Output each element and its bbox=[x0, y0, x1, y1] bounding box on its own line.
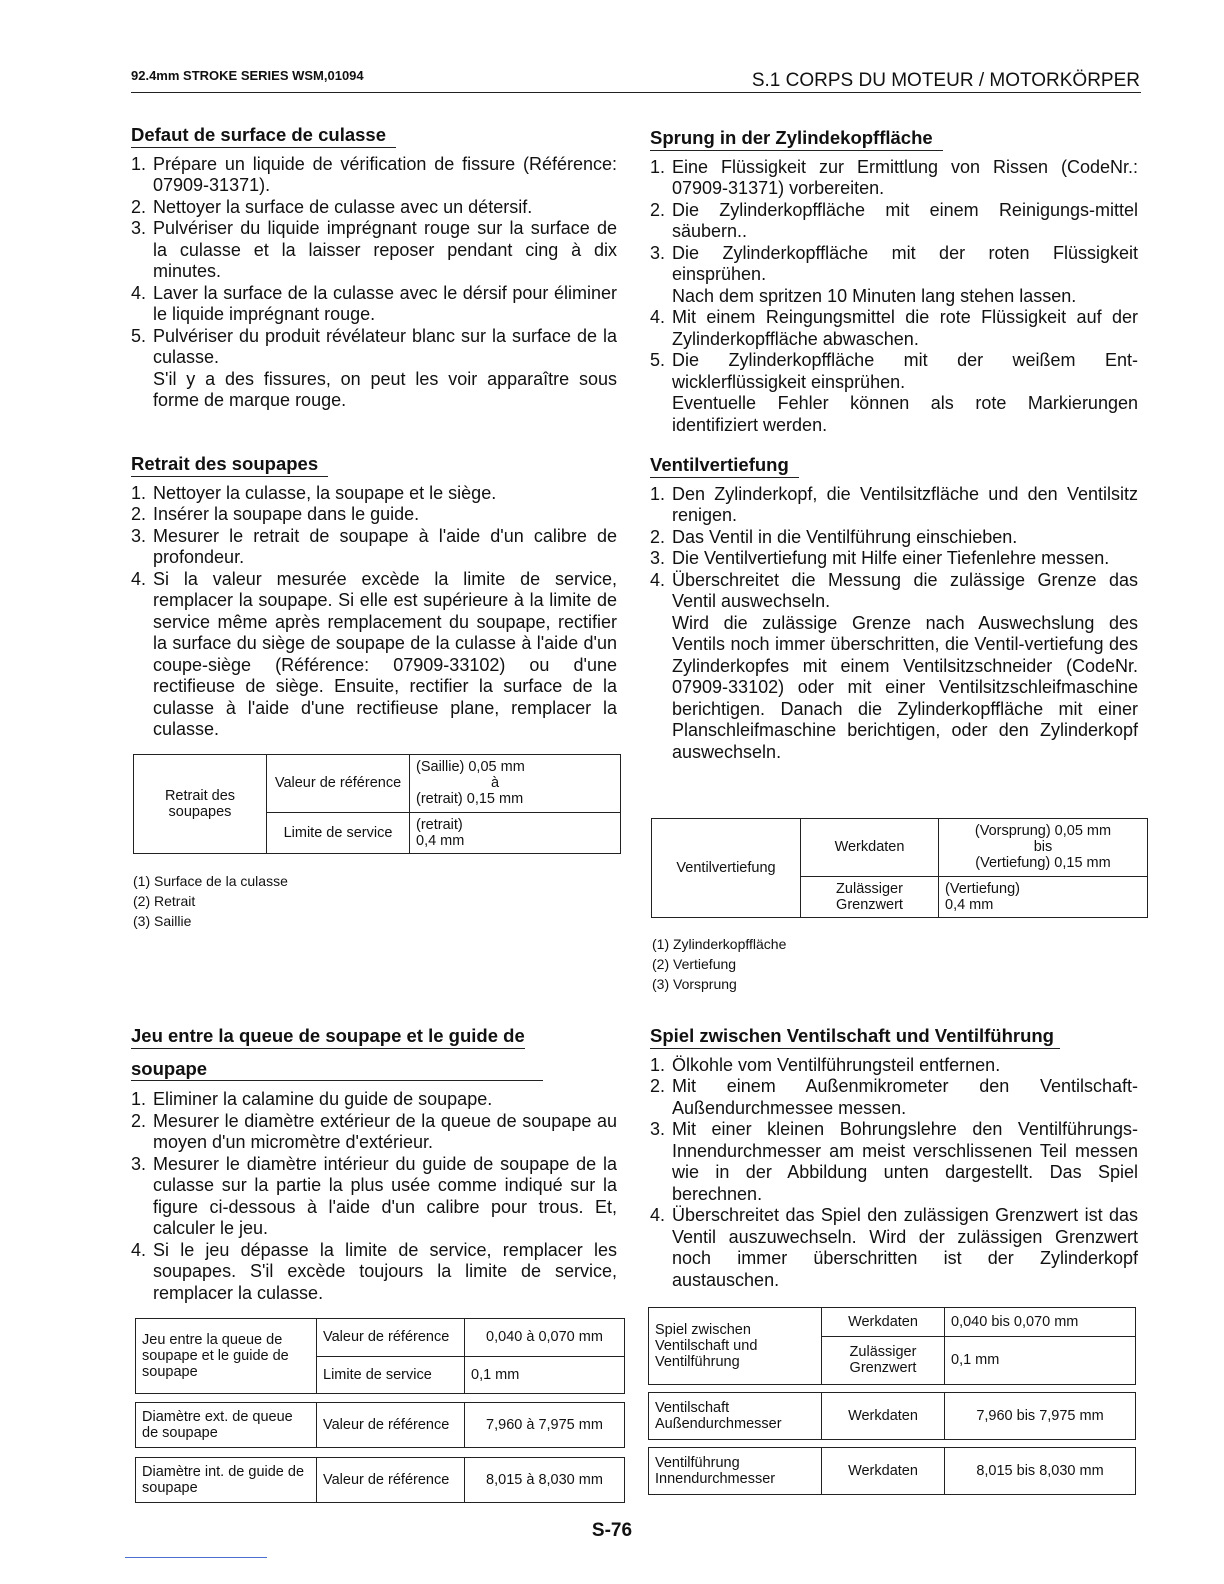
table-cell: Werkdaten bbox=[822, 1393, 945, 1440]
legend-item: (3) Vorsprung bbox=[652, 976, 737, 992]
table-cell: 0,1 mm bbox=[945, 1336, 1136, 1384]
fr-table-guide-id bbox=[135, 1457, 625, 1503]
legend-item: (1) Zylinderkopffläche bbox=[652, 936, 787, 952]
de-steps-surface-crack bbox=[650, 157, 1138, 437]
table-cell: 0,040 bis 0,070 mm bbox=[945, 1308, 1136, 1337]
table-cell: Ventilvertiefung bbox=[652, 819, 801, 918]
scan-edge-line bbox=[125, 1557, 267, 1558]
list-item: 2. Nettoyer la surface de culasse avec un détersif. bbox=[131, 196, 533, 217]
fr-heading-stem-clearance: Jeu entre la queue de soupape et le guide de bbox=[131, 1025, 525, 1049]
de-heading-surface-crack: Sprung in der Zylindekopffläche bbox=[650, 127, 943, 151]
list-item: 3. Mesurer le retrait de soupape à l'aide d'un calibre de profondeur. bbox=[131, 525, 617, 567]
de-heading-stem-clearance: Spiel zwischen Ventilschaft und Ventilführung bbox=[650, 1025, 1060, 1049]
list-item: 1. Eliminer la calamine du guide de soupape. bbox=[131, 1089, 493, 1109]
fr-heading-surface-defect: Defaut de surface de culasse bbox=[131, 124, 396, 148]
table-cell: Werkdaten bbox=[801, 819, 939, 877]
table-cell: Limite de service bbox=[267, 812, 410, 853]
table-cell: 8,015 bis 8,030 mm bbox=[945, 1448, 1136, 1495]
table-cell: Ventilschaft Außendurchmesser bbox=[649, 1393, 822, 1440]
de-heading-valve-recess: Ventilvertiefung bbox=[650, 454, 799, 478]
fr-section-stem-clearance bbox=[131, 1025, 617, 1304]
table-cell: Limite de service bbox=[317, 1356, 465, 1394]
table-cell: Valeur de référence bbox=[317, 1458, 465, 1503]
fr-section-valve-recess bbox=[131, 453, 617, 741]
list-item: 2. Mit einem Außenmikrometer den Ventilschaft-Außendurchmessee messen. bbox=[650, 1076, 1138, 1118]
legend-item: (2) Vertiefung bbox=[652, 956, 737, 972]
de-steps-valve-recess bbox=[650, 484, 1138, 764]
list-item: 4. Laver la surface de la culasse avec le dérsif pour éliminer le liquide imprégnant rouge. bbox=[131, 282, 617, 324]
table-cell: Valeur de référence bbox=[317, 1403, 465, 1448]
fr-table-clearance bbox=[135, 1318, 625, 1394]
list-item: 3. Pulvériser du liquide imprégnant rouge sur la surface de la culasse et la laisser reposer pendant cing à dix minutes. bbox=[131, 218, 617, 281]
fr-steps-stem-clearance bbox=[131, 1089, 617, 1304]
table-cell: (Vorsprung) 0,05 mm bis (Vertiefung) 0,15 mm bbox=[939, 819, 1148, 877]
table-cell: Zulässiger Grenzwert bbox=[801, 876, 939, 917]
legend-item: (1) Surface de la culasse bbox=[133, 873, 288, 889]
table-cell: 7,960 à 7,975 mm bbox=[465, 1403, 625, 1448]
fr-legend bbox=[133, 871, 288, 931]
table-cell: Werkdaten bbox=[822, 1448, 945, 1495]
table-cell: (Saillie) 0,05 mm à (retrait) 0,15 mm bbox=[410, 755, 621, 813]
header-series: 92.4mm STROKE SERIES WSM,01094 bbox=[131, 68, 364, 83]
header-section-title: S.1 CORPS DU MOTEUR / MOTORKÖRPER bbox=[751, 70, 1140, 91]
list-item: 4. Überschreitet das Spiel den zulässigen Grenzwert ist das Ventil auszuwechseln. Wird der zulässigen Grenzwert noch immer überschritten ist der Zylinderkopf austauschen. bbox=[650, 1205, 1138, 1290]
de-table-stem-od bbox=[648, 1392, 1136, 1440]
list-item: 4. Si le jeu dépasse la limite de service, remplacer les soupapes. S'il excède toujours la limite de service, remplacer la culasse. bbox=[131, 1239, 617, 1303]
table-cell: Werkdaten bbox=[822, 1308, 945, 1337]
list-item: 4. Mit einem Reingungsmittel die rote Flüssigkeit auf der Zylinderkopffläche abwaschen. bbox=[650, 307, 1138, 349]
fr-heading-valve-recess: Retrait des soupapes bbox=[131, 453, 328, 477]
table-cell: Diamètre int. de guide de soupape bbox=[136, 1458, 317, 1503]
list-item: 4. Si la valeur mesurée excède la limite de service, remplacer la soupape. Si elle est supérieure à la limite de service même après remplacement du soupape, rectifier la surface du siège de soupape de la culasse à l'aide d'un coupe-siège (Référence: 07909-33102) ou d'une rectifieuse de siège. Ensuite, rectifier la surface de la culasse à l'aide d'une rectifieuse plane, remplacer la culasse. bbox=[131, 568, 617, 739]
de-steps-stem-clearance bbox=[650, 1055, 1138, 1292]
list-item: 5. Die Zylinderkopffläche mit der weißem Ent-wicklerflüssigkeit einsprühen. Eventuelle Fehler können als rote Markierungen identifiziert werden. bbox=[650, 350, 1138, 435]
legend-item: (3) Saillie bbox=[133, 913, 192, 929]
list-item: 2. Das Ventil in die Ventilführung einschieben. bbox=[650, 526, 1018, 547]
table-cell: Valeur de référence bbox=[267, 755, 410, 813]
list-item: 1. Den Zylinderkopf, die Ventilsitzfläche und den Ventilsitz renigen. bbox=[650, 483, 1138, 525]
table-cell: 7,960 bis 7,975 mm bbox=[945, 1393, 1136, 1440]
fr-steps-valve-recess bbox=[131, 483, 617, 741]
header-rule bbox=[131, 92, 1141, 93]
table-cell: Spiel zwischen Ventilschaft und Ventilführung bbox=[649, 1308, 822, 1385]
list-item: 5. Pulvériser du produit révélateur blanc sur la surface de la culasse. S'il y a des fissures, on peut les voir apparaître sous forme de marque rouge. bbox=[131, 325, 617, 410]
list-item: 1. Eine Flüssigkeit zur Ermittlung von Rissen (CodeNr.: 07909-31371) vorbereiten. bbox=[650, 156, 1138, 198]
list-item: 2. Mesurer le diamètre extérieur de la queue de soupape au moyen d'un micromètre d'extérieur. bbox=[131, 1110, 617, 1152]
de-legend bbox=[652, 934, 786, 994]
de-section-stem-clearance bbox=[650, 1025, 1138, 1291]
table-cell: 0,040 à 0,070 mm bbox=[465, 1319, 625, 1357]
fr-table-valve-recess bbox=[133, 754, 621, 854]
de-table-clearance bbox=[648, 1307, 1136, 1385]
de-table-guide-id bbox=[648, 1447, 1136, 1495]
de-table-valve-recess bbox=[651, 818, 1148, 918]
table-cell: Jeu entre la queue de soupape et le guide de soupape bbox=[136, 1319, 317, 1394]
table-cell: (retrait) 0,4 mm bbox=[410, 812, 621, 853]
de-section-surface-crack bbox=[650, 127, 1138, 436]
fr-steps-surface-defect bbox=[131, 154, 617, 412]
table-cell: Ventilführung Innendurchmesser bbox=[649, 1448, 822, 1495]
fr-heading-stem-clearance-2: soupape bbox=[131, 1058, 543, 1082]
legend-item: (2) Retrait bbox=[133, 893, 196, 909]
table-cell: Diamètre ext. de queue de soupape bbox=[136, 1403, 317, 1448]
table-cell: 0,1 mm bbox=[465, 1356, 625, 1394]
list-item: 1. Prépare un liquide de vérification de fissure (Référence: 07909-31371). bbox=[131, 153, 617, 195]
de-section-valve-recess bbox=[650, 454, 1138, 763]
list-item: 2. Insérer la soupape dans le guide. bbox=[131, 504, 420, 524]
fr-table-stem-od bbox=[135, 1402, 625, 1448]
list-item: 1. Ölkohle vom Ventilführungsteil entfernen. bbox=[650, 1054, 1001, 1075]
list-item: 3. Mit einer kleinen Bohrungslehre den Ventilführungs-Innendurchmesser am meist verschlissenen Teil messen wie in der Abbildung unten dargestellt. Das Spiel berechnen. bbox=[650, 1119, 1138, 1204]
list-item: 3. Die Zylinderkopffläche mit der roten Flüssigkeit einsprühen. Nach dem spritzen 10 Minuten lang stehen lassen. bbox=[650, 242, 1138, 306]
table-cell: (Vertiefung) 0,4 mm bbox=[939, 876, 1148, 917]
list-item: 3. Mesurer le diamètre intérieur du guide de soupape de la culasse sur la partie la plus usée comme indiqué sur la figure ci-dessous à l'aide d'un calibre pour trous. Et, calculer le jeu. bbox=[131, 1153, 617, 1238]
table-cell: 8,015 à 8,030 mm bbox=[465, 1458, 625, 1503]
list-item: 2. Die Zylinderkopffläche mit einem Reinigungs-mittel säubern.. bbox=[650, 199, 1138, 241]
list-item: 1. Nettoyer la culasse, la soupape et le siège. bbox=[131, 482, 497, 503]
page-number: S-76 bbox=[591, 1520, 633, 1541]
table-cell: Retrait des soupapes bbox=[134, 755, 267, 854]
list-item: 3. Die Ventilvertiefung mit Hilfe einer Tiefenlehre messen. bbox=[650, 548, 1110, 568]
list-item: 4. Überschreitet die Messung die zulässige Grenze das Ventil auswechseln. Wird die zulässige Grenze nach Auswechslung des Ventils noch immer überschritten, die Ventil-vertiefung des Zylinderkopfes mit einem Ventilsitzschneider (CodeNr. 07909-33102) oder mit einer Ventilsitzschleifmaschine berichtigen. Danach die Zylinderkopffläche mit einer Planschleifmaschine berichtigen, oder den Zylinderkopf auswechseln. bbox=[650, 569, 1138, 762]
table-cell: Valeur de référence bbox=[317, 1319, 465, 1357]
table-cell: Zulässiger Grenzwert bbox=[822, 1336, 945, 1384]
fr-section-surface-defect bbox=[131, 124, 617, 412]
